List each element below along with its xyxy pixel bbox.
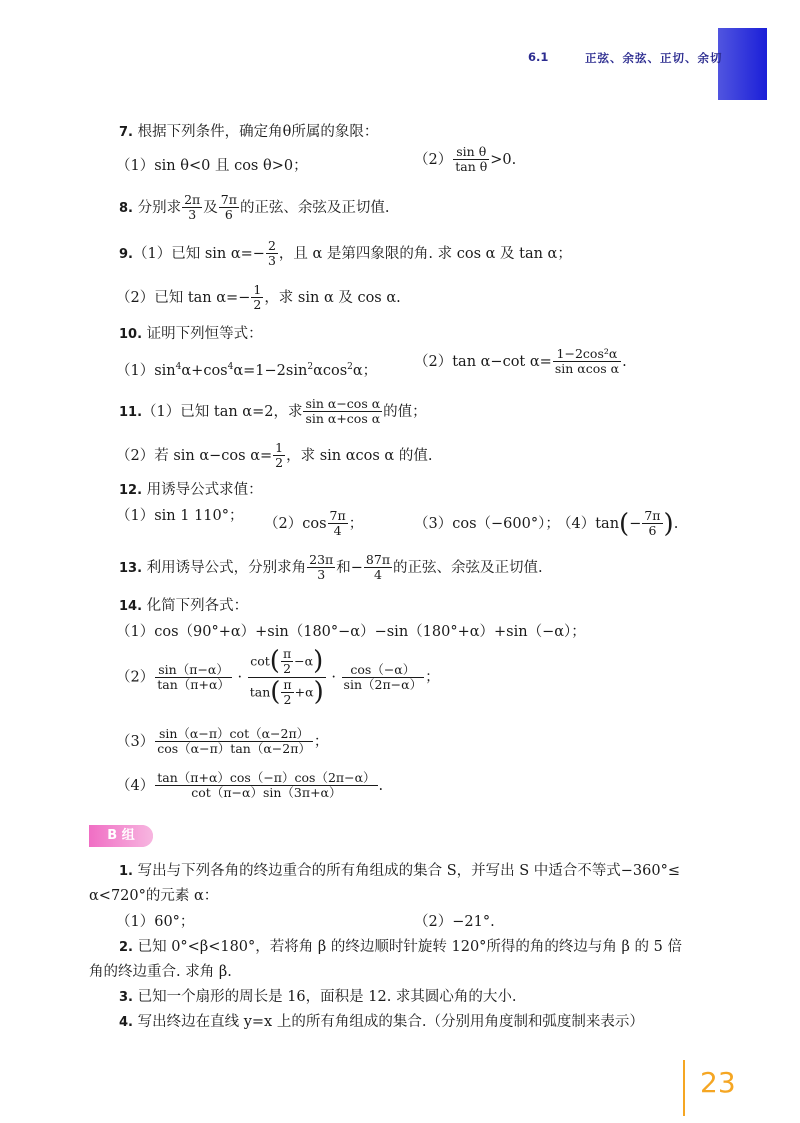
problem-10-part-2: （2）tan α−cot α= $\frac{\text{1−2cos²α}}{\text{sin αcos α}}$ . (414, 346, 627, 377)
problem-9-part-1: 9.（1）已知 sin α=− $\frac{2}{3}$ ，且 α 是第四象限的角. 求 cos α 及 tan α； (119, 238, 572, 269)
b-problem-3: 3. 已知一个扇形的周长是 16，面积是 12. 求其圆心角的大小. (119, 989, 517, 1005)
b-problem-1-cont: α<720°的元素 α： (89, 888, 219, 904)
problem-7-part-1: （1）sin θ<0 且 cos θ>0； (116, 158, 308, 174)
problem-14: 14. 化简下列各式： (119, 598, 249, 614)
problem-8: 8. 分别求 $\frac{2\pi}{3}$ 及 $\frac{7\pi}{6}$ 的正弦、余弦及正切值. (119, 192, 390, 223)
problem-9-part-2: （2）已知 tan α=− $\frac{1}{2}$ ，求 sin α 及 cos α. (116, 282, 401, 313)
b-problem-1-part-2: （2）−21°. (414, 914, 495, 930)
section-title: 正弦、余弦、正切、余切 (585, 51, 723, 65)
problem-11-part-1: 11.（1）已知 tan α=2，求 $\frac{\text{sin α−cos α}}{\text{sin α+cos α}}$ 的值； (119, 396, 427, 427)
problem-12-part-3: （3）cos（−600°）； (414, 516, 560, 532)
problem-13: 13. 利用诱导公式，分别求角 $\frac{23\pi}{3}$ 和− $\frac{87\pi}{4}$ 的正弦、余弦及正切值. (119, 552, 543, 583)
b-problem-4: 4. 写出终边在直线 y=x 上的所有角组成的集合.（分别用角度制和弧度制来表示） (119, 1014, 644, 1030)
problem-14-part-3: （3） $\frac{\sin(\alpha-\pi)\cot(\alpha-2\pi)}{\cos(\alpha-\pi)\tan(\alpha-2\pi)}$ ； (116, 726, 329, 757)
problem-12-part-2: （2）cos $\frac{7\pi}{4}$ ； (264, 508, 364, 539)
problem-14-part-2: （2） $\frac{\sin(\pi-\alpha)}{\tan(\pi+\alpha)}$ · cot( $\frac{\pi}{2}$ −α) tan( $\frac{\pi}{2}$ +α) · $\frac{\cos(-\alpha)}{\sin(2\pi-\alpha)}$ ； (116, 646, 440, 708)
problem-7-part-2: （2） $\frac{\text{sin θ}}{\text{tan θ}}$ >0. (414, 144, 517, 175)
problem-14-part-4: （4） $\frac{\tan(\pi+\alpha)\cos(-\pi)\cos(2\pi-\alpha)}{\cot(\pi-\alpha)\sin(3\pi+\alpha)}$ . (116, 770, 384, 801)
b-problem-1: 1. 写出与下列各角的终边重合的所有角组成的集合 S，并写出 S 中适合不等式−360°≤ (119, 863, 681, 879)
page-number-rule (683, 1060, 685, 1116)
problem-7: 7. 根据下列条件，确定角θ所属的象限： (119, 124, 379, 140)
fraction: $\frac{\text{sin θ}}{\text{tan θ}}$ (455, 144, 488, 175)
problem-10: 10. 证明下列恒等式： (119, 326, 263, 342)
b-problem-2-cont: 角的终边重合. 求角 β. (89, 964, 232, 980)
problem-14-part-1: （1）cos（90°+α）+sin（180°−α）−sin（180°+α）+sin（−α）； (116, 624, 586, 640)
problem-12-part-1: （1）sin 1 110°； (116, 508, 244, 524)
group-b-badge-label: B 组 (89, 825, 153, 847)
problem-11-part-2: （2）若 sin α−cos α= $\frac{1}{2}$ ，求 sin αcos α 的值. (116, 440, 433, 471)
problem-10-part-1: $(1)\sin^4\alpha+\cos^4\alpha=1-2\sin^2\alpha\cos^2\alpha$； (116, 362, 378, 379)
b-problem-1-part-1: （1）60°； (116, 914, 195, 930)
problem-12-part-4: （4）tan(− $\frac{7\pi}{6}$ ). (557, 508, 679, 539)
problem-12: 12. 用诱导公式求值： (119, 482, 263, 498)
b-problem-2: 2. 已知 0°<β<180°，若将角 β 的终边顺时针旋转 120°所得的角的终边与角 β 的 5 倍 (119, 939, 682, 955)
section-number: 6.1 (528, 50, 549, 64)
page-number: 23 (700, 1066, 736, 1099)
